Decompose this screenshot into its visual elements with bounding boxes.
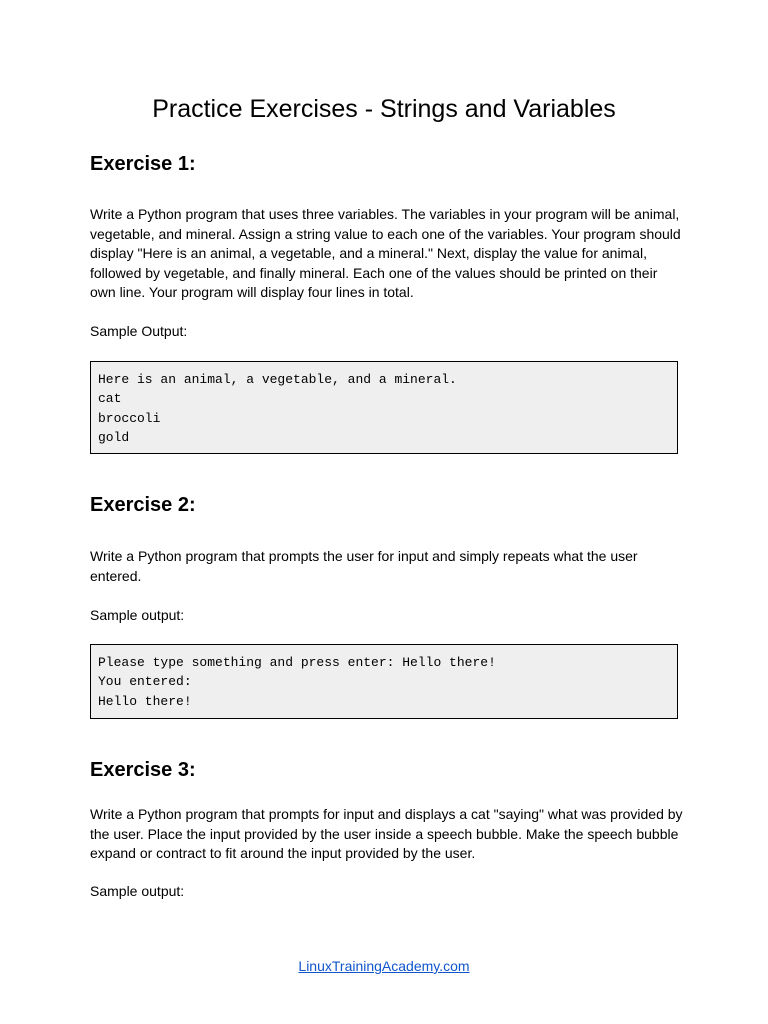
exercise-2-description: Write a Python program that prompts the user for input and simply repeats what the user entered. xyxy=(90,548,638,584)
code-line: broccoli xyxy=(98,410,161,426)
exercise-3-description: Write a Python program that prompts for input and displays a cat "saying" what was provided by the user. Place the input provided by the user inside a speech bubble. Make the speech bubble expand or contract to fit around the input provided by the user. xyxy=(90,806,683,861)
code-line: You entered: xyxy=(98,674,192,690)
code-line: cat xyxy=(98,391,122,407)
code-line: gold xyxy=(98,429,130,445)
exercise-1-sample-output xyxy=(90,361,678,454)
exercise-1-heading: Exercise 1: xyxy=(90,153,196,175)
code-line: Here is an animal, a vegetable, and a mineral. xyxy=(98,372,457,387)
code-line: Please type something and press enter: Hello there! xyxy=(98,655,496,670)
exercise-2-heading: Exercise 2: xyxy=(90,494,196,516)
exercise-3-sample-label: Sample output: xyxy=(90,883,185,899)
exercise-1-sample-label: Sample Output: xyxy=(90,323,188,339)
exercise-1-description: Write a Python program that uses three variables. The variables in your program will be animal, vegetable, and mineral. Assign a string value to each one of the variables. Your program should display "Here is an animal, a vegetable, and a mineral." Next, display the value for animal, followed by vegetable, and finally mineral. Each one of the values should be printed on their own line. Your program will display four lines in total. xyxy=(90,206,681,300)
footer-link[interactable]: LinuxTrainingAcademy.com xyxy=(298,958,470,974)
footer xyxy=(0,957,768,975)
code-line: Hello there! xyxy=(98,693,192,709)
exercise-3-heading: Exercise 3: xyxy=(90,759,196,781)
exercise-2-sample-label: Sample output: xyxy=(90,607,185,623)
page-title: Practice Exercises - Strings and Variables xyxy=(152,95,616,123)
exercise-2-sample-output xyxy=(90,644,678,719)
